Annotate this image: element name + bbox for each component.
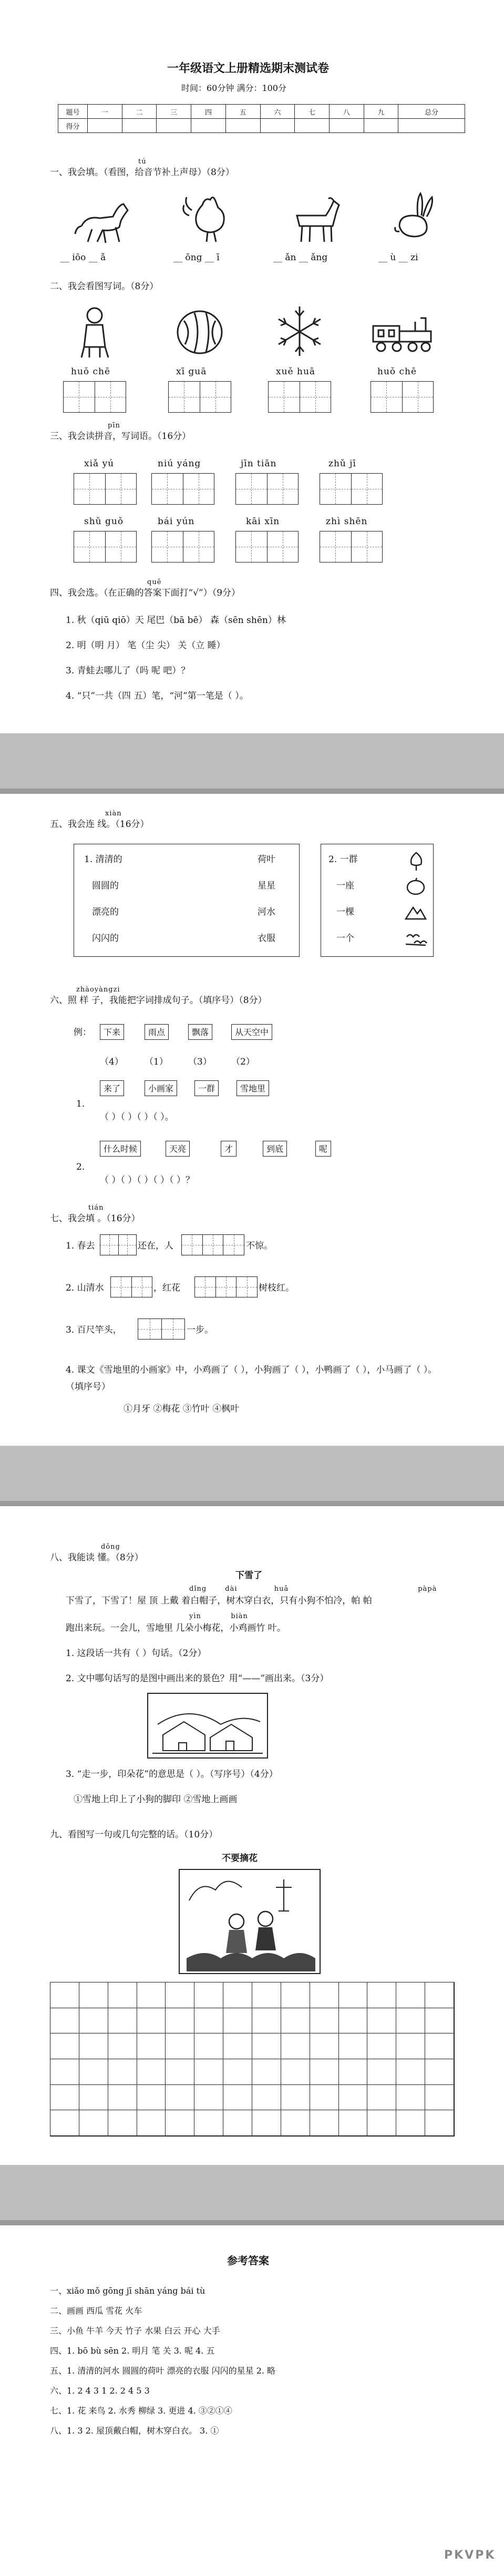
q6-s2-word: 到底 xyxy=(263,1141,287,1157)
passage-title: 下雪了 xyxy=(235,1570,262,1581)
score-table xyxy=(58,104,465,133)
q7-l1-c: 不惊。 xyxy=(246,1241,273,1251)
q5-right-2[interactable]: 一座 xyxy=(336,881,354,891)
q4-line-2[interactable]: 2. 明（明 月） 笔（尘 尖） 关（立 睡） xyxy=(66,640,225,651)
q5-left-3[interactable]: 漂亮的 xyxy=(92,907,119,917)
q5-mid-1[interactable]: 荷叶 xyxy=(258,854,275,865)
score-cell[interactable] xyxy=(329,119,364,133)
writing-grid[interactable] xyxy=(50,1982,455,2137)
flower-picking-picture xyxy=(179,1869,321,1974)
score-col: 九 xyxy=(364,105,398,119)
q5-right-3[interactable]: 一棵 xyxy=(336,907,354,917)
passage-pinyin: dǐng dài huā pàpà xyxy=(189,1585,437,1593)
q3-writing-grid[interactable] xyxy=(235,531,299,563)
q6-example-order: （1） xyxy=(145,1057,168,1067)
q8-q3[interactable]: 3. “走一步，印朵花”的意思是（ ）。（写序号）（4分） xyxy=(66,1769,278,1780)
q2-pinyin-2: xī guā xyxy=(176,366,207,377)
q3-pinyin: shǔ guǒ xyxy=(84,516,124,527)
q7-blank[interactable] xyxy=(110,1276,152,1297)
q7-options: ①月牙 ②梅花 ③竹叶 ④枫叶 xyxy=(124,1404,240,1414)
score-col: 七 xyxy=(295,105,330,119)
q3-pinyin: kāi xīn xyxy=(246,516,280,527)
q3-pinyin: zhǔ jī xyxy=(328,458,356,469)
page-1 xyxy=(0,0,504,733)
q2-pinyin-3: xuě huā xyxy=(276,366,316,377)
q7-title-pinyin: tián xyxy=(88,1204,104,1212)
score-col: 一 xyxy=(88,105,122,119)
page-separator xyxy=(0,1446,504,1506)
q3-writing-grid[interactable] xyxy=(320,473,383,505)
q3-writing-grid[interactable] xyxy=(74,473,137,505)
q8-q3-options: ①雪地上印上了小狗的脚印 ②雪地上画画 xyxy=(74,1794,238,1805)
q7-l2-c: 树枝红。 xyxy=(259,1283,294,1293)
answer-line: 七、1. 花 来鸟 2. 水秀 柳绿 3. 更进 4. ③②①④ xyxy=(50,2406,232,2416)
q3-writing-grid[interactable] xyxy=(320,531,383,563)
passage-pinyin-2: yìn biàn xyxy=(189,1612,248,1620)
answer-line: 五、1. 清清的河水 圆圆的荷叶 漂亮的衣服 闪闪的星星 2. 略 xyxy=(50,2366,276,2376)
q3-writing-grid[interactable] xyxy=(151,473,214,505)
train-icon xyxy=(368,310,441,357)
answer-line: 八、1. 3 2. 屋顶戴白帽，树木穿白衣。 3. ① xyxy=(50,2426,219,2436)
q6-s1-blanks[interactable]: （ ）（ ）（ ）（ ）。 xyxy=(100,1112,174,1122)
boy-fire-icon xyxy=(74,305,116,363)
q5-title: 五、我会连 线。（16分） xyxy=(50,819,149,830)
passage-line-2: 跑出来玩。一会儿，雪地里 几朵小梅花，小鸡画竹 叶。 xyxy=(66,1623,286,1633)
q7-blank[interactable] xyxy=(194,1276,258,1297)
exam-meta: 时间：60分钟 满分：100分 xyxy=(181,83,286,93)
q6-s2-number: 2. xyxy=(76,1162,85,1172)
rabbit-icon xyxy=(384,189,441,247)
q8-title: 八、我能读 懂。（8分） xyxy=(50,1552,143,1563)
watermark-logo: PKVPK xyxy=(444,2549,496,2562)
q5-left-4[interactable]: 闪闪的 xyxy=(92,933,119,944)
score-cell[interactable] xyxy=(364,119,398,133)
q3-title-pinyin: pīn xyxy=(108,422,120,430)
q3-writing-grid[interactable] xyxy=(151,531,214,563)
q2-writing-grid[interactable] xyxy=(168,381,231,413)
passage-line-1: 下雪了，下雪了！屋 顶 上戴 着白帽子，树木穿白衣，只有小狗不怕冷，帕 帕 xyxy=(66,1596,372,1606)
q6-example-order: （2） xyxy=(231,1057,255,1067)
q7-l2-b: ，红花 xyxy=(153,1283,180,1293)
score-col: 八 xyxy=(329,105,364,119)
answer-line: 四、1. bō bù sēn 2. 明月 笔 关 3. 呢 4. 五 xyxy=(50,2346,215,2356)
score-cell[interactable] xyxy=(260,119,295,133)
q2-pinyin-1: huǒ chē xyxy=(71,366,111,377)
q1-item-4[interactable]: __ ù __ zi xyxy=(378,252,418,263)
q6-example-word: 下来 xyxy=(100,1024,124,1040)
q7-l1-b: 还在，人 xyxy=(138,1241,173,1251)
q5-left-1[interactable]: 1. 清清的 xyxy=(84,854,122,865)
q6-example-word: 雨点 xyxy=(145,1024,169,1040)
score-row-label: 得分 xyxy=(58,119,88,133)
answer-line: 一、xiǎo mǒ gōng jī shān yáng bái tù xyxy=(50,2286,205,2296)
q3-writing-grid[interactable] xyxy=(74,531,137,563)
q6-s1-word: 雪地里 xyxy=(236,1080,269,1096)
q2-pinyin-4: huǒ chē xyxy=(377,366,417,377)
q6-example-order: （3） xyxy=(188,1057,212,1067)
score-col: 三 xyxy=(157,105,191,119)
q5-mid-3[interactable]: 河水 xyxy=(258,907,275,917)
q2-title: 二、我会看图写词。（8分） xyxy=(50,281,159,292)
q3-pinyin: zhì shēn xyxy=(326,516,368,527)
q5-mid-4[interactable]: 衣服 xyxy=(258,933,275,944)
q6-s2-word: 呢 xyxy=(315,1141,331,1157)
score-cell[interactable] xyxy=(191,119,226,133)
mountain-icon xyxy=(405,903,427,921)
q2-writing-grid[interactable] xyxy=(371,381,434,413)
q6-example-word: 从天空中 xyxy=(231,1024,272,1040)
page-3 xyxy=(0,1506,504,2229)
answer-line: 三、小鱼 牛羊 今天 竹子 水果 白云 开心 大手 xyxy=(50,2326,220,2336)
q6-s1-number: 1. xyxy=(76,1099,85,1109)
q5-right-4[interactable]: 一个 xyxy=(336,933,354,944)
q4-line-1[interactable]: 1. 秋（qiū qiō）天 尾巴（bā bē） 森（sēn shēn）林 xyxy=(66,615,286,626)
q6-s2-word: 天亮 xyxy=(166,1141,190,1157)
q6-s2-blanks[interactable]: （ ）（ ）（ ）（ ）（ ）？ xyxy=(100,1175,195,1185)
q8-title-pinyin: dǒng xyxy=(101,1543,120,1551)
q9-title: 九、看图写一句或几句完整的话。（10分） xyxy=(50,1829,218,1840)
q3-pinyin: xiǎ yú xyxy=(84,458,115,469)
q4-title-pinyin: quē xyxy=(147,578,162,586)
q6-example-order: （4） xyxy=(100,1057,124,1067)
q8-q2[interactable]: 2. 文中哪句话写的是图中画出来的景色？用“——”画出来。（3分） xyxy=(66,1673,329,1684)
rooster-icon xyxy=(181,189,244,247)
birds-icon xyxy=(405,929,428,947)
q7-title: 七、我会填 。（16分） xyxy=(50,1213,140,1224)
score-col: 总分 xyxy=(398,105,465,119)
score-cell[interactable] xyxy=(398,119,465,133)
q5-left-2[interactable]: 圆圆的 xyxy=(92,881,119,891)
snowflake-icon xyxy=(273,302,326,360)
page-separator xyxy=(0,733,504,794)
q7-blank[interactable] xyxy=(138,1318,185,1340)
q7-l3-a: 3. 百尺竿头， xyxy=(66,1325,122,1335)
score-cell[interactable] xyxy=(122,119,157,133)
q6-example-word: 飘落 xyxy=(188,1024,212,1040)
answer-line: 六、1. 2 4 3 1 2. 2 4 5 3 xyxy=(50,2386,150,2396)
snow-village-picture xyxy=(147,1693,268,1759)
page-4 xyxy=(0,2225,504,2576)
q3-pinyin: bái yún xyxy=(158,516,195,527)
q6-s1-word: 一群 xyxy=(194,1080,219,1096)
score-col: 五 xyxy=(225,105,260,119)
q6-s1-word: 来了 xyxy=(100,1080,124,1096)
q3-title: 三、我会读拼音，写词语。（16分） xyxy=(50,431,191,442)
goat-icon xyxy=(286,195,344,247)
page-title: 一年级语文上册精选期末测试卷 xyxy=(167,62,330,75)
score-cell[interactable] xyxy=(88,119,122,133)
q7-l4[interactable]: 4. 课文《雪地里的小画家》中，小鸡画了（ ），小狗画了（ ），小鸭画了（ ），小马画了（ ）。（填序号） xyxy=(66,1365,437,1392)
page-2 xyxy=(0,794,504,1525)
q4-title: 四、我会选。（在正确的答案下面打“√”）（9分） xyxy=(50,588,241,598)
q3-pinyin: jīn tiān xyxy=(241,458,277,469)
q6-example-label: 例： xyxy=(74,1027,91,1038)
q1-title-pinyin: tú xyxy=(138,158,147,166)
score-cell[interactable] xyxy=(295,119,330,133)
q2-writing-grid[interactable] xyxy=(268,381,331,413)
q5-right-1[interactable]: 2. 一群 xyxy=(328,854,358,865)
q3-writing-grid[interactable] xyxy=(235,473,299,505)
score-cell[interactable] xyxy=(157,119,191,133)
q7-blank[interactable] xyxy=(181,1234,244,1255)
score-col: 四 xyxy=(191,105,226,119)
score-value-row xyxy=(58,119,465,133)
q5-title-pinyin: xiàn xyxy=(105,810,122,817)
q6-title-pinyin: zhàoyàngzi xyxy=(76,986,120,994)
score-col: 二 xyxy=(122,105,157,119)
q1-title: 一、我会填。（看图，给音节补上声母）（8分） xyxy=(50,167,234,178)
q1-item-2[interactable]: __ ōng __ ī xyxy=(173,252,220,263)
score-col: 六 xyxy=(260,105,295,119)
q1-item-1[interactable]: __ iōo __ ǎ xyxy=(60,252,106,263)
q2-writing-grid[interactable] xyxy=(63,381,126,413)
answer-title: 参考答案 xyxy=(227,2254,269,2267)
q7-blank[interactable] xyxy=(100,1234,137,1255)
q8-q1[interactable]: 1. 这段话一共有（ ）句话。（2分） xyxy=(66,1648,207,1659)
horse-icon xyxy=(71,195,134,247)
score-cell[interactable] xyxy=(225,119,260,133)
q6-title: 六、照 样 子，我能把字词排成句子。（填序号）（8分） xyxy=(50,995,267,1006)
score-col: 题号 xyxy=(58,105,88,119)
q5-mid-2[interactable]: 星星 xyxy=(258,881,275,891)
answer-line: 二、画画 西瓜 雪花 火车 xyxy=(50,2306,142,2316)
q4-line-3[interactable]: 3. 青蛙去哪儿了（吗 呢 吧）？ xyxy=(66,666,190,676)
q1-item-3[interactable]: __ ǎn __ ǎng xyxy=(273,252,328,263)
q6-s2-word: 什么时候 xyxy=(100,1141,141,1157)
q6-s1-word: 小画家 xyxy=(145,1080,177,1096)
q7-l1-a: 1. 春去 xyxy=(66,1241,95,1251)
q6-s2-word: 才 xyxy=(221,1141,236,1157)
q7-l3-b: 一步。 xyxy=(187,1325,213,1335)
tree-icon xyxy=(407,851,425,872)
page-separator xyxy=(0,2165,504,2225)
watermelon-icon xyxy=(173,305,226,357)
q4-line-4[interactable]: 4. “只”一共（四 五）笔，“河”第一笔是（ ）。 xyxy=(66,691,249,701)
score-header-row xyxy=(58,105,465,119)
q7-l2-a: 2. 山清水 xyxy=(66,1283,104,1293)
q3-pinyin: niú yáng xyxy=(158,458,201,469)
pumpkin-icon xyxy=(406,877,426,896)
picture-title: 不要摘花 xyxy=(222,1853,258,1864)
